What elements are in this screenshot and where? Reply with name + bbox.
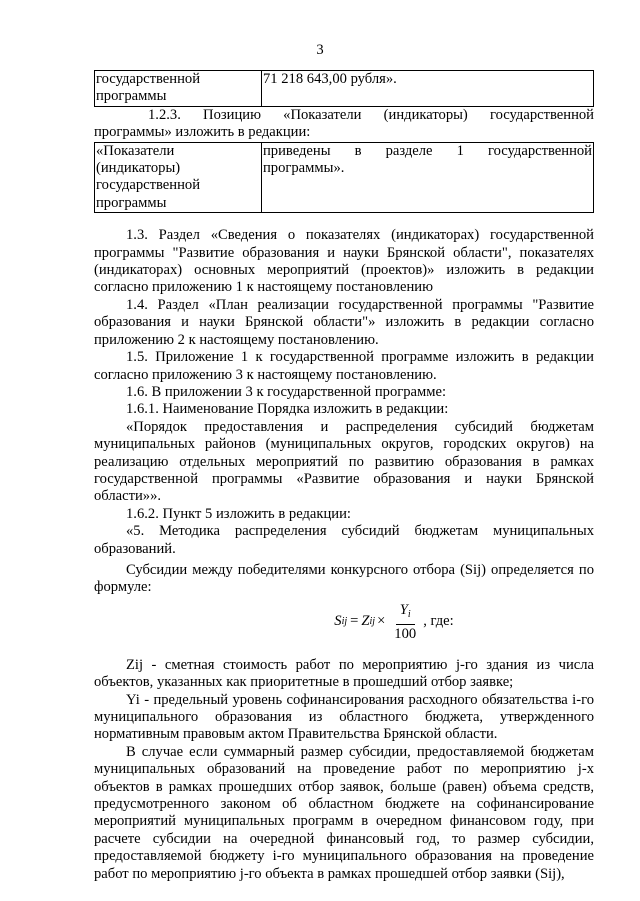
- formula-z-sub: ij: [369, 616, 376, 628]
- formula-z: Z: [361, 613, 370, 630]
- paragraph-zij: Zij - сметная стоимость работ по мероприятию j-го здания из числа объектов, указанных как приоритетные в прошедший отбор заявке;: [94, 656, 594, 691]
- table-cell-value: приведены в разделе 1 государственной программы».: [262, 142, 594, 213]
- formula-denominator: 100: [394, 625, 417, 642]
- table-cell-label: государственной программы: [95, 71, 262, 107]
- paragraph-1-6: 1.6. В приложении 3 к государственной программе:: [126, 383, 447, 400]
- paragraph-methodology: «5. Методика распределения субсидий бюджетам муниципальных образований.: [94, 523, 594, 557]
- formula: [194, 601, 594, 651]
- document-body: [94, 70, 594, 883]
- table-row: [95, 71, 594, 107]
- formula-times: ×: [377, 613, 386, 630]
- paragraph-1-2-3: 1.2.3. Позицию «Показатели (индикаторы) государственной программы» изложить в редакции:: [94, 106, 594, 141]
- table-cell-label: «Показатели (индикаторы) государственной программы: [95, 142, 262, 213]
- table-row: [95, 142, 594, 213]
- paragraph-order-name: «Порядок предоставления и распределения субсидий бюджетам муниципальных районов (муниципальных округов, городских округов) на реализацию отдельных мероприятий по развитию образования в рамках государственной программы «Развитие образования и науки Брянской области»».: [94, 418, 594, 505]
- table-cell-value: 71 218 643,00 рубля».: [262, 71, 594, 107]
- formula-fraction: [390, 601, 420, 643]
- page-number: 3: [316, 42, 324, 58]
- formula-numerator: [396, 601, 415, 625]
- formula-expression: [334, 601, 453, 643]
- paragraph-1-3: 1.3. Раздел «Сведения о показателях (индикаторах) государственной программы "Развитие образования и науки Брянской области", показателях (индикаторах) основных мероприятий (проектов)» изложить в редакции согласно приложению 1 к настоящему постановлению: [94, 227, 594, 296]
- formula-lhs: S: [334, 613, 342, 630]
- formula-numerator-sub: i: [407, 608, 411, 620]
- formula-numerator-y: Y: [399, 601, 408, 618]
- paragraph-sum-case: В случае если суммарный размер субсидии, предоставляемой бюджетам муниципальных образований на проведение работ по мероприятию j-х объектов в рамках прошедших отбор заявок, больше (равен) объема средств, предусмотренного законом об областном бюджете на софинансирование мероприятий муниципальных программ в очередном финансовом году, при расчете субсидии на очередной финансовый год, то размер субсидии, предоставляемой бюджету i-го муниципального образования на проведение работ по мероприятию j-го объекта в рамках прошедшей отбор заявки (Sij),: [94, 743, 594, 882]
- paragraph-yi: Yi - предельный уровень софинансирования расходного обязательства i-го муниципального образования из областного бюджета, утвержденного нормативным правовым актом Правительства Брянской области.: [94, 691, 594, 743]
- paragraph-1-4: 1.4. Раздел «План реализации государственной программы "Развитие образования и науки Брянской области"» изложить в редакции согласно приложению 2 к настоящему постановлению.: [94, 296, 594, 348]
- table-indicators: [94, 142, 594, 214]
- paragraph-subsidies: Субсидии между победителями конкурсного отбора (Sij) определяется по формуле:: [94, 561, 594, 596]
- formula-suffix: , где:: [423, 613, 454, 630]
- paragraph-1-6-1: 1.6.1. Наименование Порядка изложить в редакции:: [126, 401, 449, 418]
- formula-equals: =: [350, 613, 359, 630]
- paragraph-1-6-2: 1.6.2. Пункт 5 изложить в редакции:: [126, 505, 351, 522]
- formula-lhs-sub: ij: [341, 616, 348, 628]
- table-program-budget: [94, 70, 594, 107]
- paragraph-1-5: 1.5. Приложение 1 к государственной программе изложить в редакции согласно приложению 3 к настоящему постановлению.: [94, 349, 594, 383]
